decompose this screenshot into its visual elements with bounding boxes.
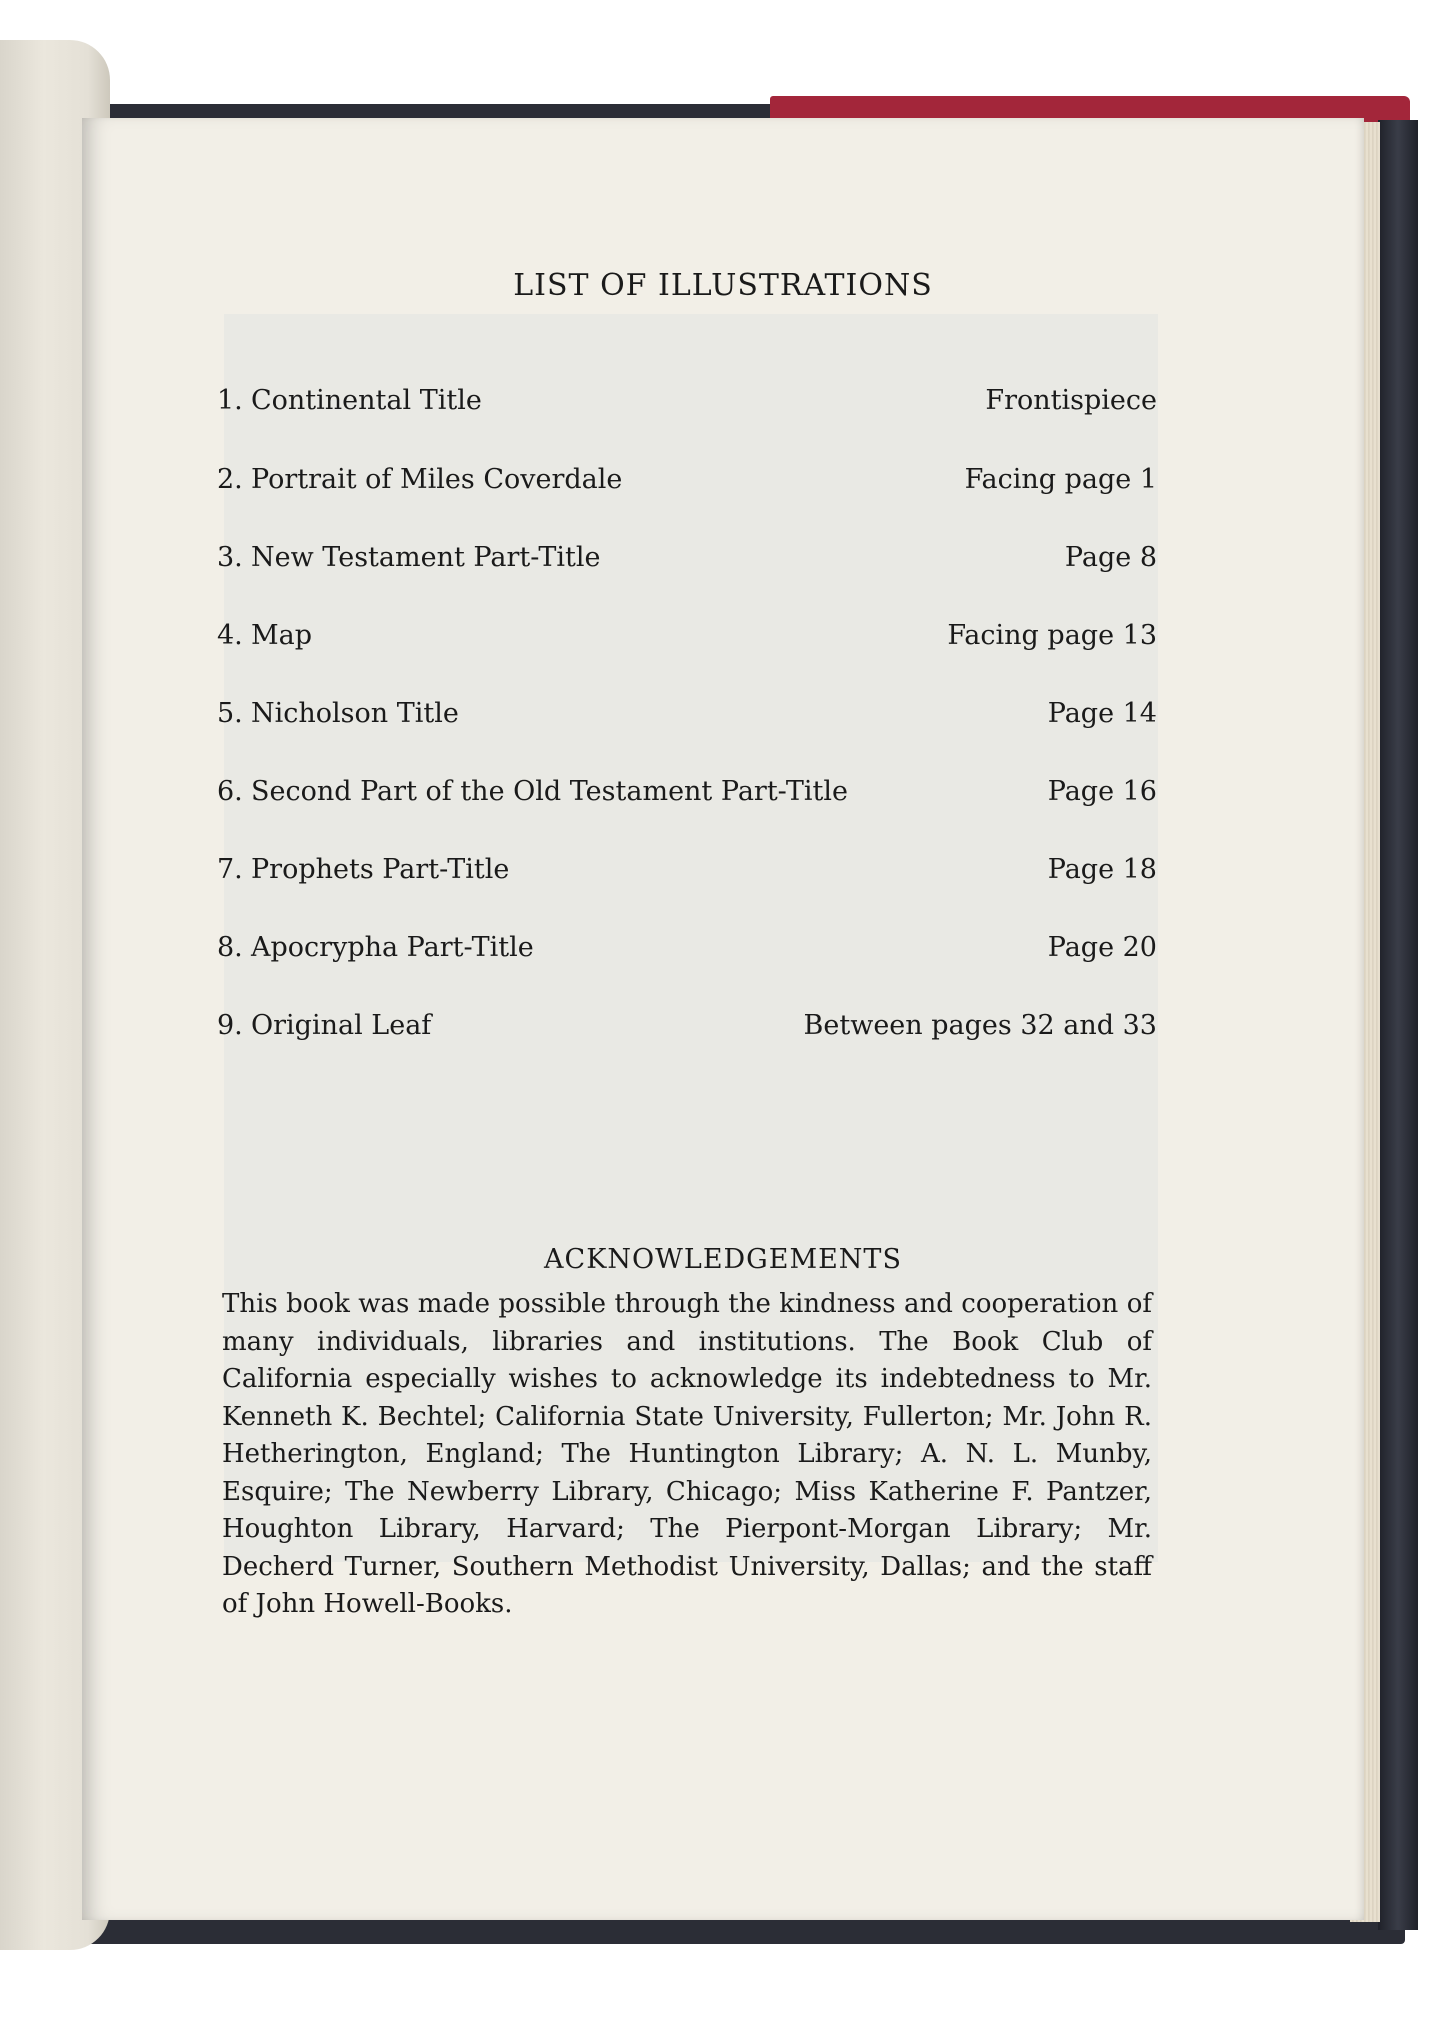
illustration-number: 6. — [217, 776, 243, 807]
book-page — [82, 118, 1364, 1920]
illustration-row — [217, 776, 1157, 807]
illustration-number: 5. — [217, 698, 243, 729]
illustration-location: Page 16 — [1047, 776, 1157, 807]
illustration-row — [217, 1010, 1157, 1041]
illustration-title: Portrait of Miles Coverdale — [251, 464, 623, 495]
illustration-title: New Testament Part-Title — [251, 542, 601, 573]
illustration-number: 3. — [217, 542, 243, 573]
illustration-row — [217, 385, 1157, 416]
illustration-row — [217, 464, 1157, 495]
illustration-location: Page 20 — [1047, 932, 1157, 963]
illustration-number: 8. — [217, 932, 243, 963]
list-title: LIST OF ILLUSTRATIONS — [513, 268, 933, 303]
book-cover-spine-edge — [1378, 120, 1418, 1930]
illustration-location: Page 14 — [1047, 698, 1157, 729]
illustration-location: Page 8 — [1064, 542, 1157, 573]
illustration-row — [217, 620, 1157, 651]
illustration-title: Map — [251, 620, 313, 651]
illustration-row — [217, 542, 1157, 573]
illustration-title: Prophets Part-Title — [251, 854, 510, 885]
illustration-location: Facing page 1 — [964, 464, 1157, 495]
illustration-title: Original Leaf — [251, 1010, 432, 1041]
illustration-number: 9. — [217, 1010, 243, 1041]
acknowledgements-heading: ACKNOWLEDGEMENTS — [544, 1244, 902, 1275]
illustration-number: 4. — [217, 620, 243, 651]
illustration-title: Nicholson Title — [251, 698, 459, 729]
illustration-row — [217, 698, 1157, 729]
illustration-title: Continental Title — [251, 385, 482, 416]
illustration-row — [217, 932, 1157, 963]
illustration-row — [217, 854, 1157, 885]
illustration-number: 7. — [217, 854, 243, 885]
illustration-location: Facing page 13 — [947, 620, 1157, 651]
illustration-number: 1. — [217, 385, 243, 416]
illustration-location: Between pages 32 and 33 — [803, 1010, 1157, 1041]
illustration-location: Page 18 — [1047, 854, 1157, 885]
illustration-title: Apocrypha Part-Title — [251, 932, 534, 963]
illustration-location: Frontispiece — [985, 385, 1157, 416]
illustration-number: 2. — [217, 464, 243, 495]
page-content — [82, 118, 1364, 1920]
acknowledgements-text: This book was made possible through the kindness and cooperation of many individuals, libraries and institutions. The Book Club of California especially wishes to acknowledge its indebtedness to Mr. Kenneth K. Bechtel; California State University, Fullerton; Mr. John R. Hetherington, England; The Huntington Library; A. N. L. Munby, Esquire; The Newberry Library, Chicago; Miss Katherine F. Pantzer, Houghton Library, Harvard; The Pierpont-Morgan Library; Mr. Decherd Turner, Southern Methodist University, Dallas; and the staff of John Howell-Books. — [222, 1289, 1152, 1619]
illustration-title: Second Part of the Old Testament Part-Title — [251, 776, 848, 807]
